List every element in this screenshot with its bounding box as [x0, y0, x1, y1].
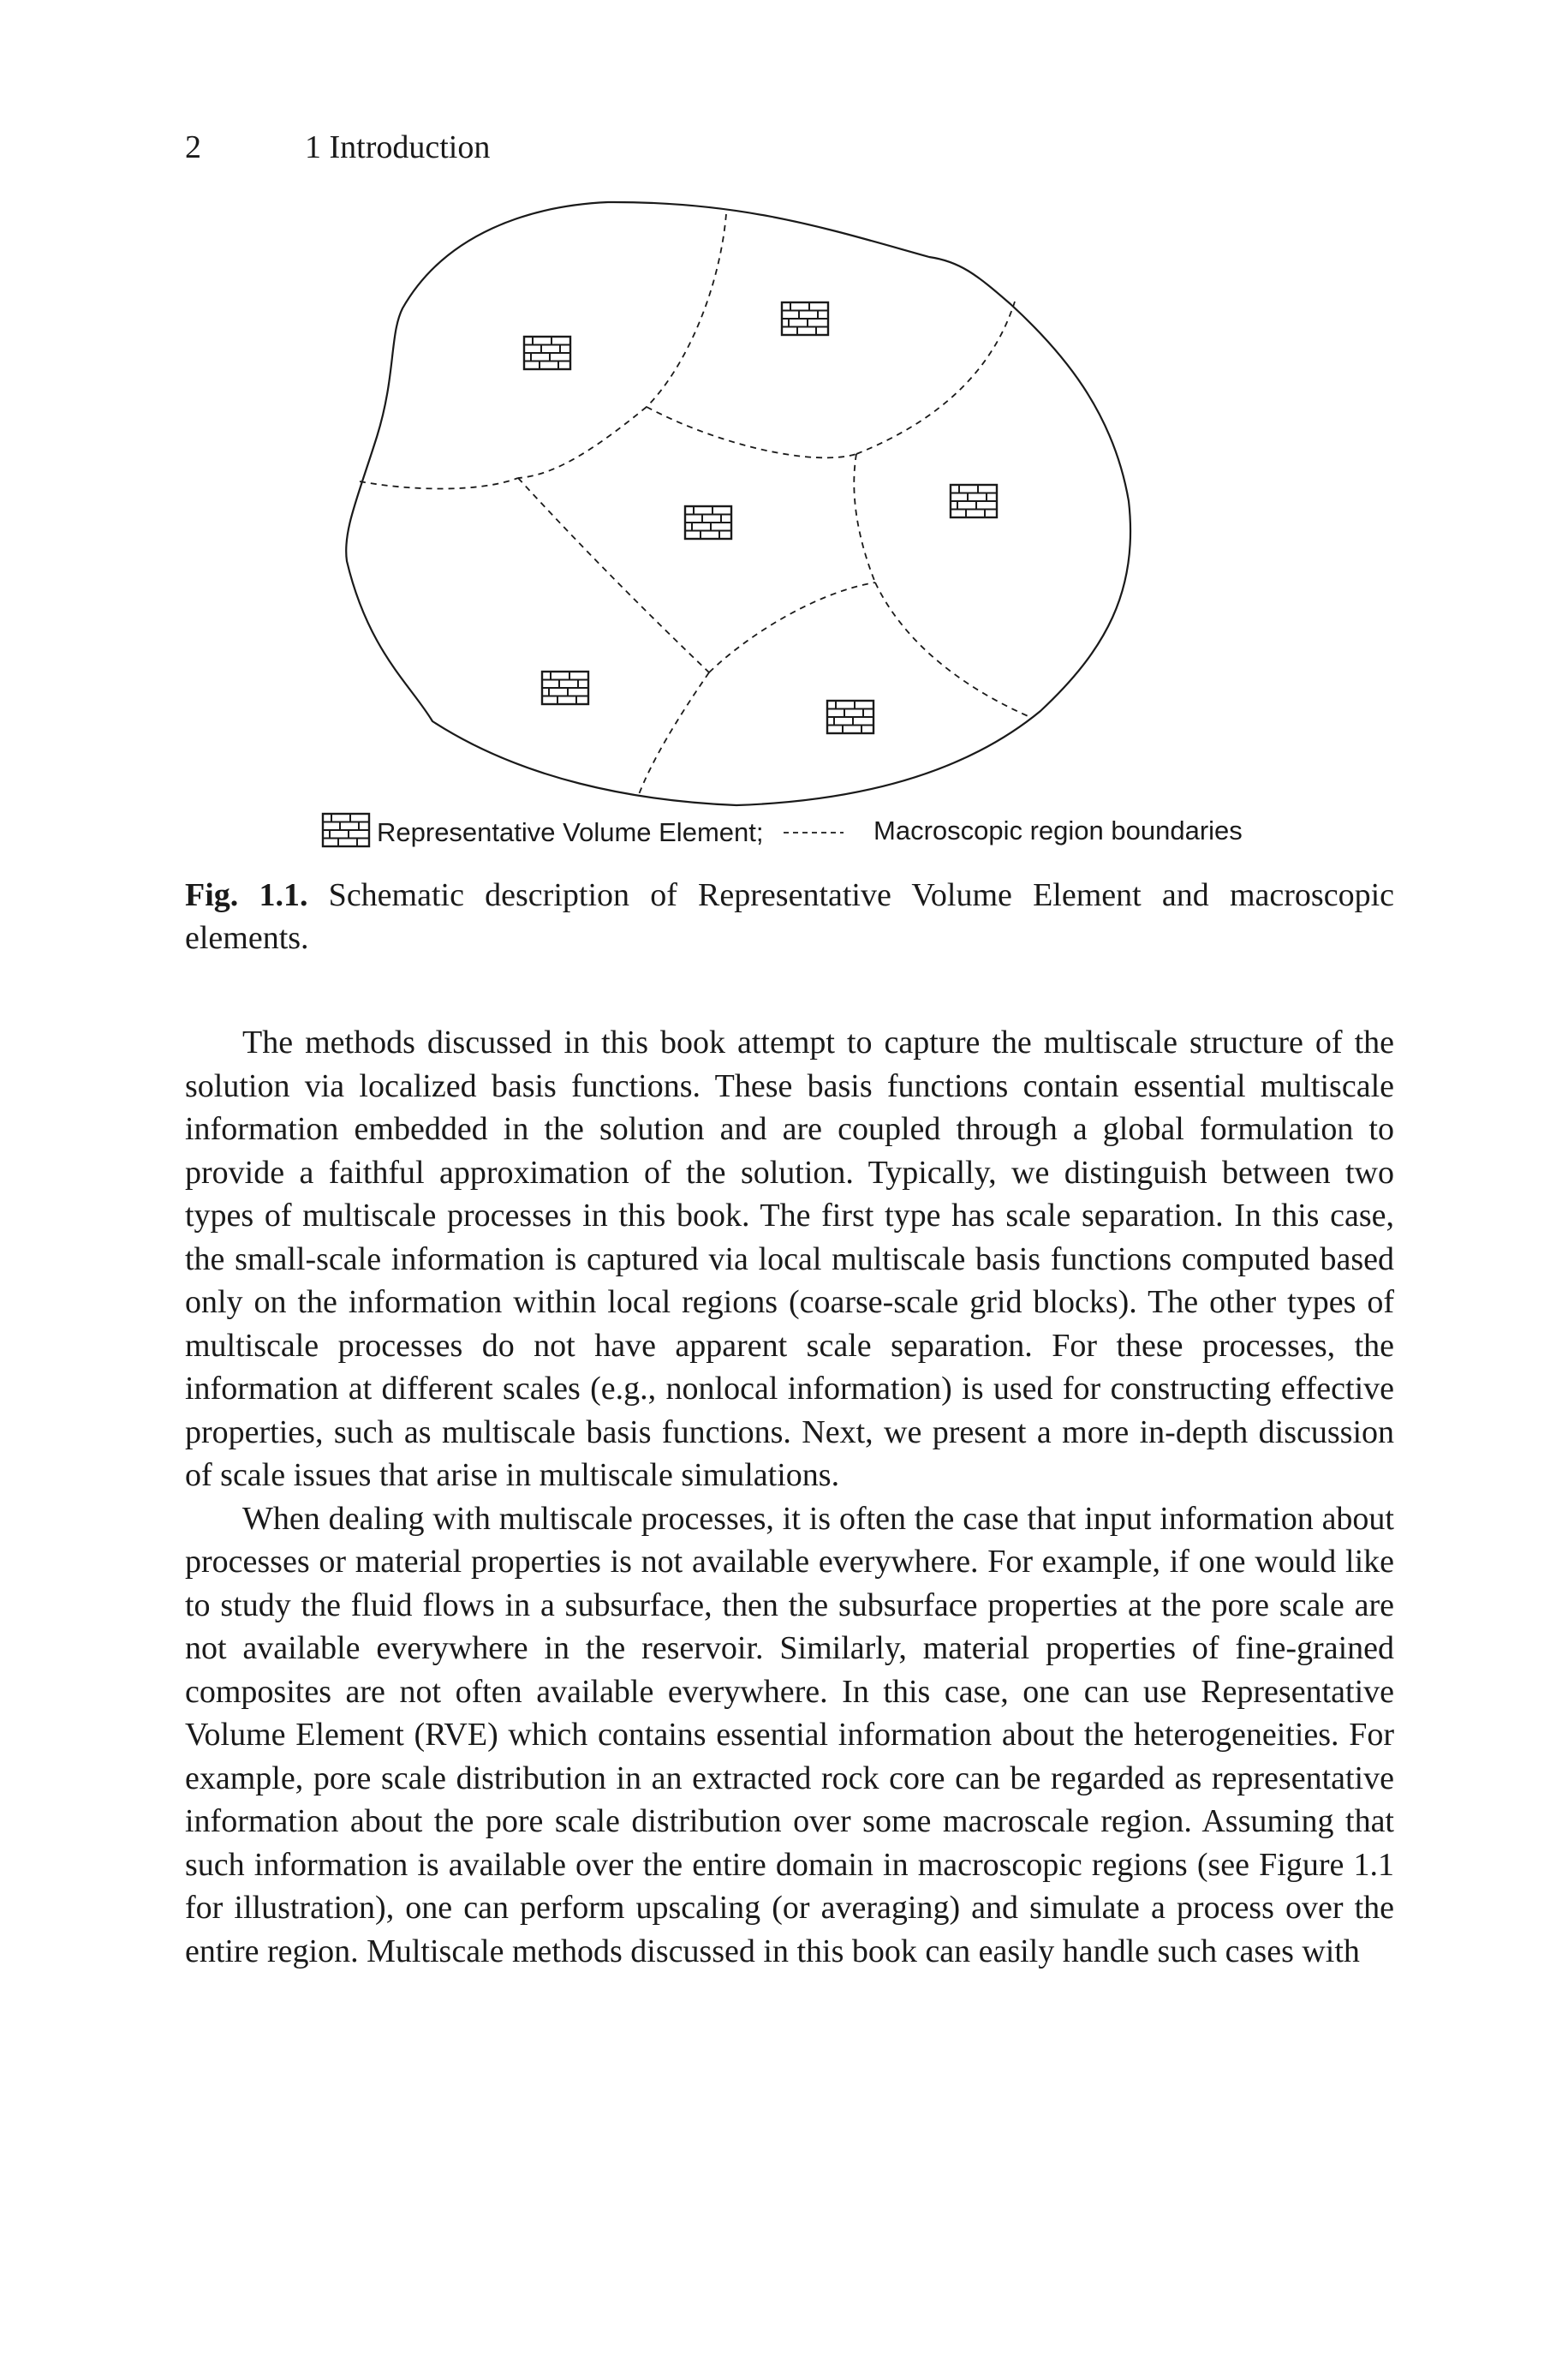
figure-caption — [185, 874, 1394, 959]
chapter-title: 1 Introduction — [305, 129, 491, 165]
rve-icon — [524, 337, 570, 369]
figure-label: Fig. 1.1. — [185, 877, 308, 913]
paragraph: When dealing with multiscale processes, it is often the case that input information about processes or material properties is not available everywhere. For example, if one would like to study the fluid flows in a subsurface, then the subsurface properties at the pore scale are not available everywhere in the reservoir. Similarly, material properties of fine-grained composites are not often available everywhere. In this case, one can use Representative Volume Element (RVE) which contains essential information about the heterogeneities. For example, pore scale distribution in an extracted rock core can be regarded as representative information about the pore scale distribution over some macroscale region. Assuming that such information is available over the entire domain in macroscopic regions (see Figure 1.1 for illustration), one can perform upscaling (or averaging) and simulate a process over the entire region. Multiscale methods discussed in this book can easily handle such cases with — [185, 1500, 1394, 1969]
boundary-line — [709, 583, 875, 672]
legend-rve-label: Representative Volume Element; — [377, 817, 764, 847]
boundary-line — [360, 478, 518, 489]
caption-text: Schematic description of Representative Volume Element and macroscopic elements. — [185, 877, 1394, 956]
boundary-line — [647, 214, 726, 407]
body-text — [185, 1021, 1394, 1973]
rve-icon — [685, 506, 731, 539]
page-number: 2 — [185, 129, 201, 165]
rve-icon — [542, 672, 588, 704]
rve-icon — [827, 701, 873, 733]
boundary-line — [518, 478, 709, 672]
legend-rve-icon — [323, 814, 369, 846]
figure-rve-schematic — [0, 0, 1568, 865]
figure-legend — [323, 814, 1243, 847]
paragraph: The methods discussed in this book attempt to capture the multiscale structure of the solution via localized basis functions. These basis functions contain essential multiscale information embedded in the solution and are coupled through a global formulation to provide a faithful approximation of the solution. Typically, we distinguish between two types of multiscale processes in this book. The first type has scale separation. In this case, the small-scale information is captured via local multiscale basis functions computed based only on the information within local regions (coarse-scale grid blocks). The other types of multiscale processes do not have apparent scale separation. For these processes, the information at different scales (e.g., nonlocal information) is used for constructing effective properties, such as multiscale basis functions. Next, we present a more in-depth discussion of scale issues that arise in multiscale simulations. — [185, 1025, 1394, 1493]
boundary-line — [647, 407, 856, 457]
rve-icon — [951, 485, 997, 517]
domain-outline — [346, 202, 1130, 805]
legend-boundaries-label: Macroscopic region boundaries — [873, 816, 1243, 845]
boundary-line — [638, 672, 709, 797]
boundary-line — [518, 407, 647, 478]
boundary-line — [875, 583, 1032, 718]
boundary-line — [856, 302, 1015, 454]
rve-icons — [524, 302, 997, 733]
boundary-line — [854, 454, 875, 583]
rve-icon — [782, 302, 828, 335]
